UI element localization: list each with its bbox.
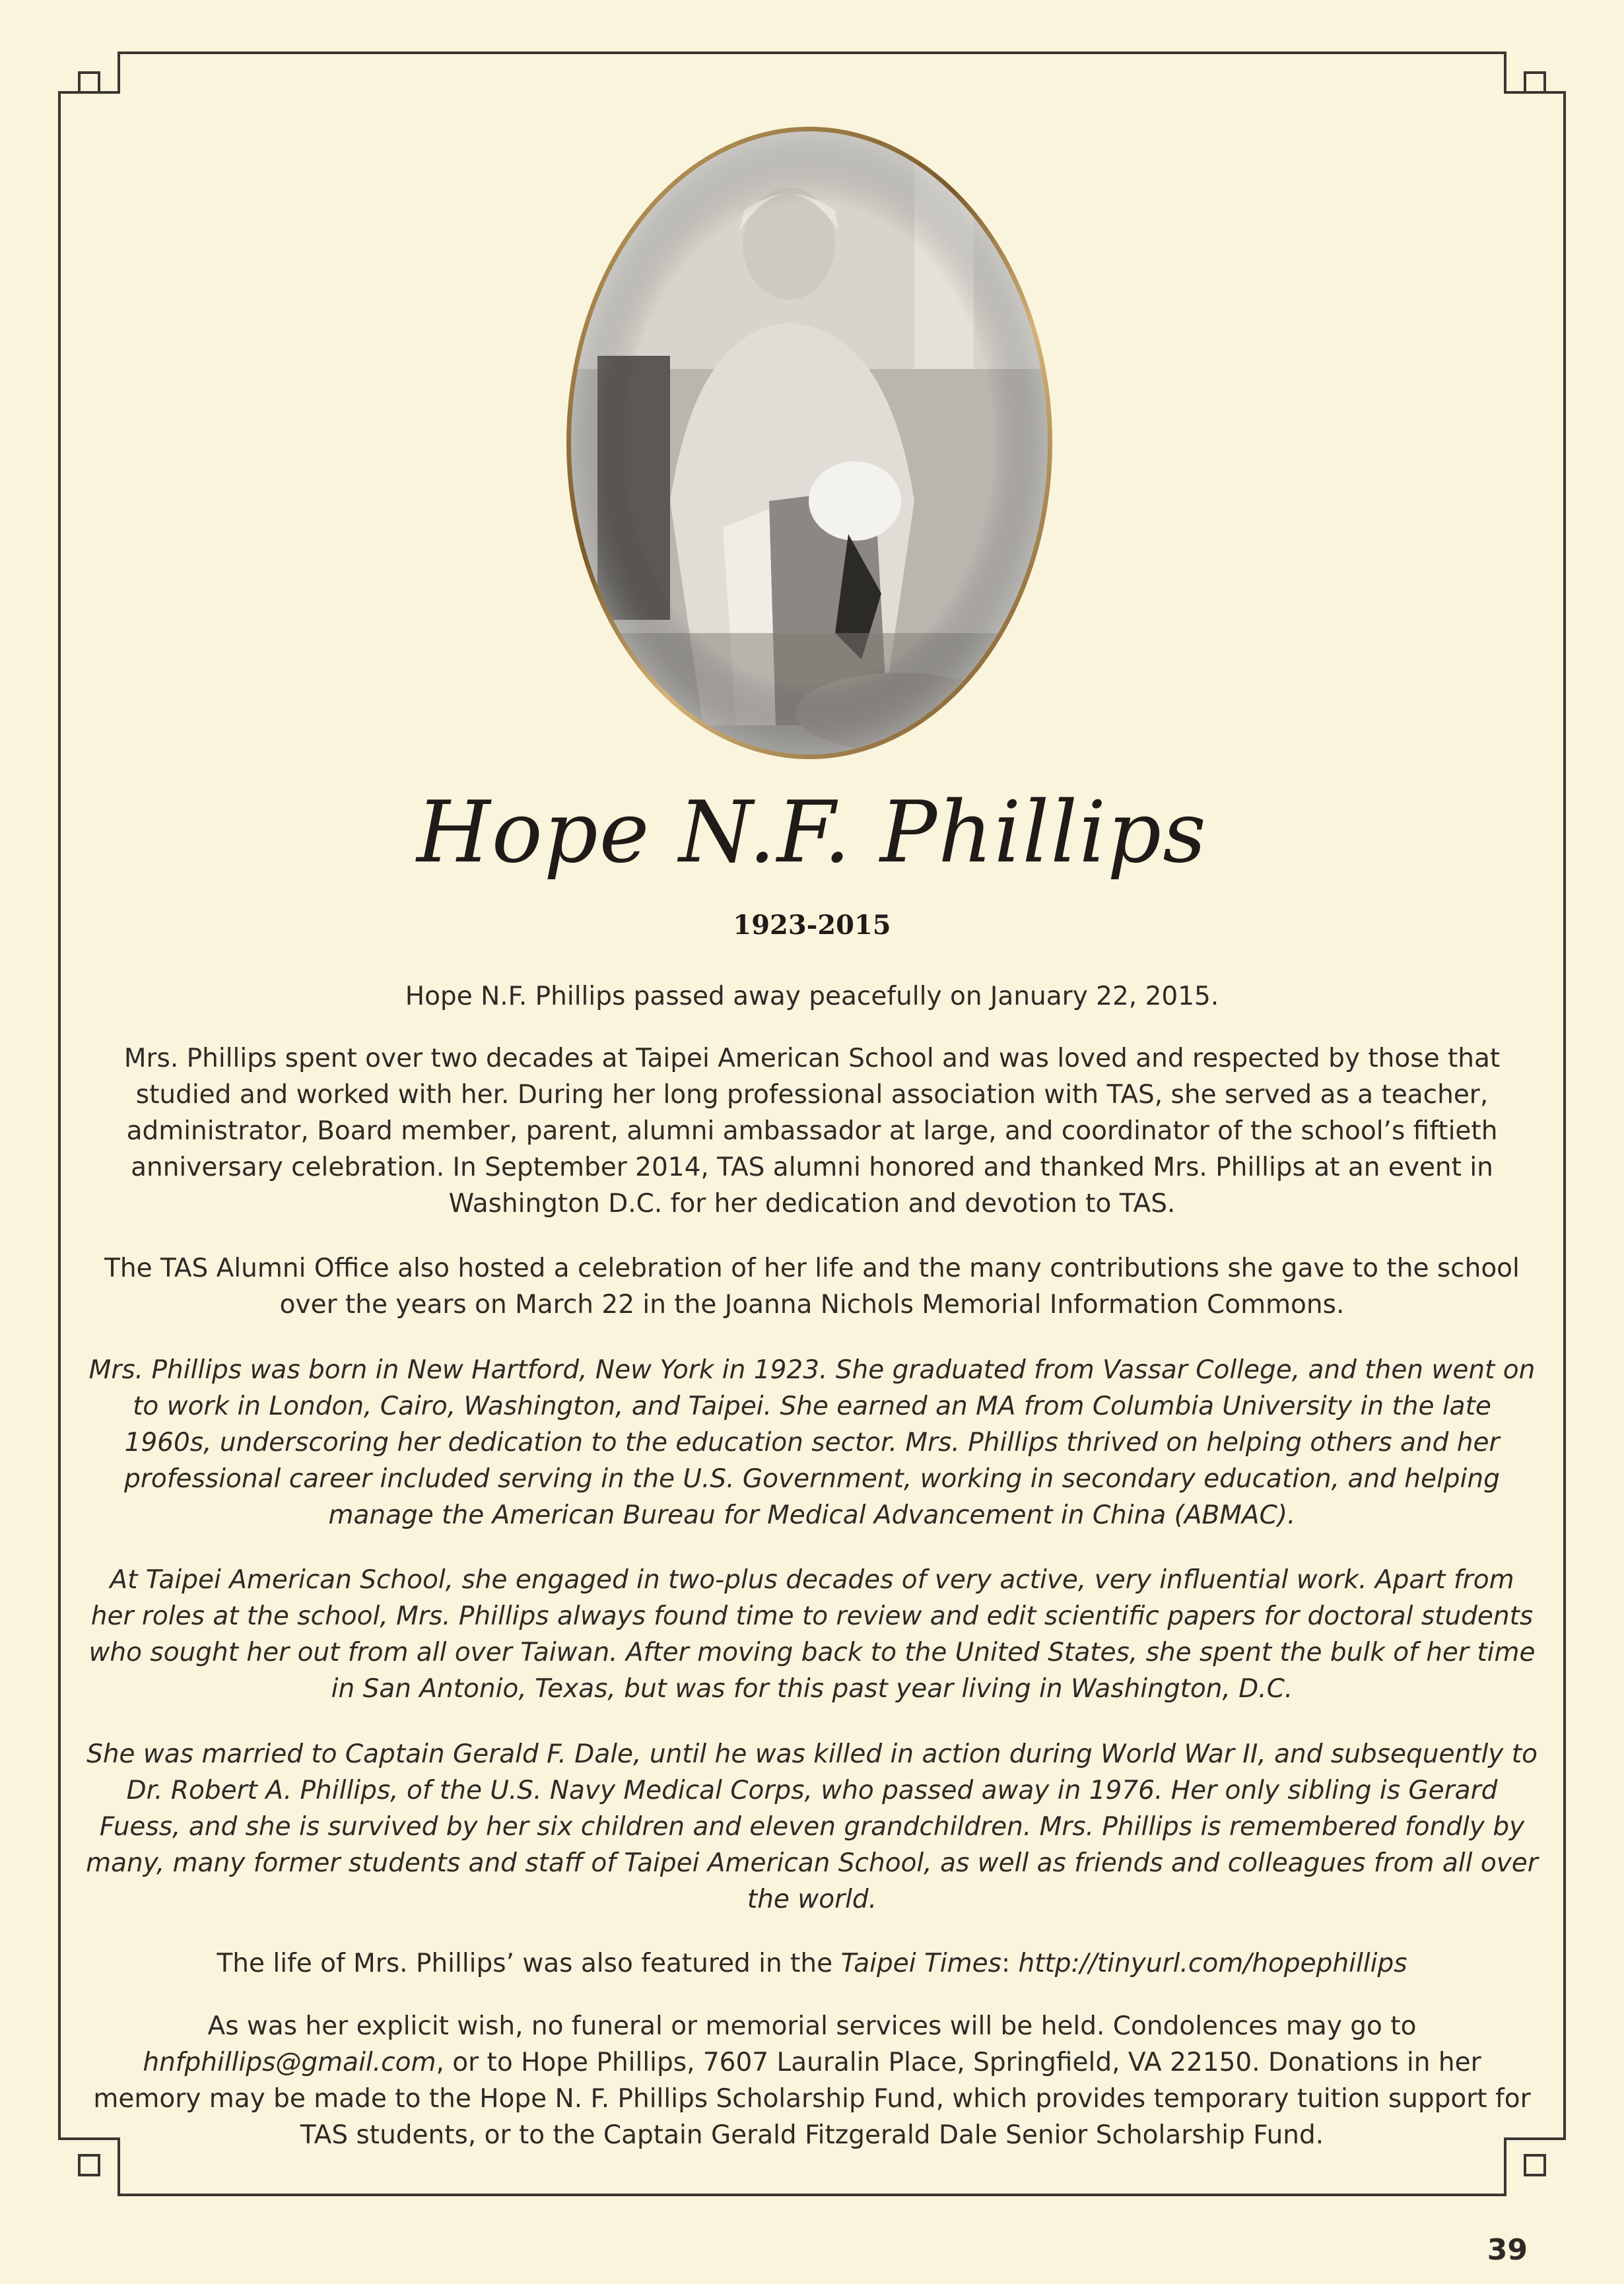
taipei-times-prefix: The life of Mrs. Phillips’ was also featured in the <box>217 1949 841 1978</box>
paragraph-condolences <box>86 2008 1538 2153</box>
colon: : <box>1001 1949 1019 1978</box>
publication-title: Taipei Times <box>840 1949 1001 1978</box>
paragraph-family: She was married to Captain Gerald F. Dale, until he was killed in action during World War II, and subsequently to Dr. Robert A. Phillips, of the U.S. Navy Medical Corps, who passed away in 1976. Her only sibling is Gerard Fuess, and she is survived by her six children and eleven grandchildren. Mrs. Phillips is remembered fondly by many, many former students and staff of Taipei American School, as well as friends and colleagues from all over the world. <box>86 1739 1538 1914</box>
memorial-years: 1923-2015 <box>733 910 891 941</box>
taipei-times-link[interactable]: http://tinyurl.com/hopephillips <box>1018 1949 1407 1978</box>
condolences-prefix: As was her explicit wish, no funeral or memorial services will be held. Condolences may go to <box>207 2011 1417 2041</box>
condolences-rest: , or to Hope Phillips, 7607 Lauralin Place, Springfield, VA 22150. Donations in her memory may be made to the Hope N. F. Phillips Scholarship Fund, which provides temporary tuition support for TAS students, or to the Captain Gerald Fitzgerald Dale Senior Scholarship Fund. <box>93 2048 1531 2150</box>
paragraph-taipei-times <box>86 1945 1538 1982</box>
paragraph-tas-work: At Taipei American School, she engaged in two-plus decades of very active, very influential work. Apart from her roles at the school, Mrs. Phillips always found time to review and edit scientific papers for doctoral students who sought her out from all over Taiwan. After moving back to the United States, she spent the bulk of her time in San Antonio, Texas, but was for this past year living in Washington, D.C. <box>88 1565 1536 1704</box>
memorial-name: Hope N.F. Phillips <box>417 784 1207 882</box>
paragraph-biography: Mrs. Phillips was born in New Hartford, New York in 1923. She graduated from Vassar College, and then went on to work in London, Cairo, Washington, and Taipei. She earned an MA from Columbia University in the late 1960s, underscoring her dedication to the education sector. Mrs. Phillips thrived on helping others and her professional career included serving in the U.S. Government, working in secondary education, and helping manage the American Bureau for Medical Advancement in China (ABMAC). <box>88 1355 1536 1530</box>
paragraph-celebration: The TAS Alumni Office also hosted a celebration of her life and the many contributions she gave to the school over the years on March 22 in the Joanna Nichols Memorial Information Commons. <box>104 1254 1520 1320</box>
paragraph-career: Mrs. Phillips spent over two decades at Taipei American School and was loved and respected by those that studied and worked with her. During her long professional association with TAS, she served as a teacher, administrator, Board member, parent, alumni ambassador at large, and coordinator of the school’s fiftieth anniversary celebration. In September 2014, TAS alumni honored and thanked Mrs. Phillips at an event in Washington D.C. for her dedication and devotion to TAS. <box>123 1044 1501 1219</box>
page-number: 39 <box>1487 2233 1528 2267</box>
paragraph-passing: Hope N.F. Phillips passed away peacefully on January 22, 2015. <box>405 982 1219 1011</box>
condolences-email[interactable]: hnfphillips@gmail.com <box>143 2048 436 2077</box>
portrait-photo <box>566 127 1052 759</box>
